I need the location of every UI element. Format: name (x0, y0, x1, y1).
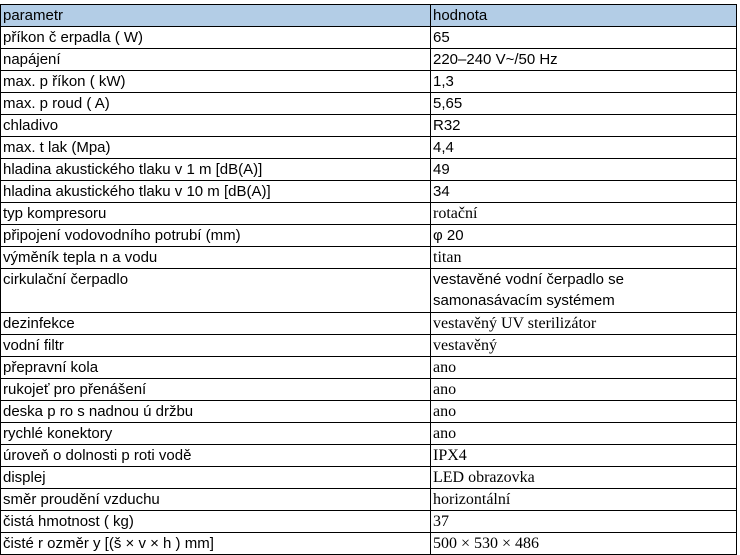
value-cell: vestavěné vodní čerpadlo se samonasávacím systémem (431, 269, 737, 313)
table-row (1, 225, 737, 247)
table-row (1, 379, 737, 401)
header-parametr: parametr (1, 5, 431, 27)
table-row (1, 423, 737, 445)
value-cell: 37 (431, 511, 737, 533)
header-hodnota: hodnota (431, 5, 737, 27)
param-cell: max. p roud ( A) (1, 93, 431, 115)
table-row (1, 401, 737, 423)
value-cell: IPX4 (431, 445, 737, 467)
param-cell: úroveň o dolnosti p roti vodě (1, 445, 431, 467)
param-cell: chladivo (1, 115, 431, 137)
value-cell: ano (431, 401, 737, 423)
table-row (1, 203, 737, 225)
param-cell: hladina akustického tlaku v 10 m [dB(A)] (1, 181, 431, 203)
table-row (1, 445, 737, 467)
value-cell: LED obrazovka (431, 467, 737, 489)
param-cell: přepravní kola (1, 357, 431, 379)
table-row (1, 137, 737, 159)
value-cell: titan (431, 247, 737, 269)
table-row (1, 511, 737, 533)
value-cell: vestavěný UV sterilizátor (431, 313, 737, 335)
table-row (1, 49, 737, 71)
param-cell: vodní filtr (1, 335, 431, 357)
value-cell: ano (431, 357, 737, 379)
value-cell: 500 × 530 × 486 (431, 533, 737, 555)
table-row (1, 357, 737, 379)
table-row (1, 247, 737, 269)
param-cell: výměník tepla n a vodu (1, 247, 431, 269)
table-row (1, 269, 737, 313)
value-cell: 65 (431, 27, 737, 49)
param-cell: displej (1, 467, 431, 489)
value-cell: ano (431, 423, 737, 445)
param-cell: připojení vodovodního potrubí (mm) (1, 225, 431, 247)
param-cell: deska p ro s nadnou ú držbu (1, 401, 431, 423)
value-cell: 220–240 V~/50 Hz (431, 49, 737, 71)
param-cell: hladina akustického tlaku v 1 m [dB(A)] (1, 159, 431, 181)
param-cell: max. t lak (Mpa) (1, 137, 431, 159)
value-cell: 34 (431, 181, 737, 203)
value-cell: 49 (431, 159, 737, 181)
param-cell: max. p říkon ( kW) (1, 71, 431, 93)
table-row (1, 467, 737, 489)
param-cell: čistá hmotnost ( kg) (1, 511, 431, 533)
table-row (1, 71, 737, 93)
table-row (1, 489, 737, 511)
param-cell: příkon č erpadla ( W) (1, 27, 431, 49)
table-row (1, 159, 737, 181)
param-cell: dezinfekce (1, 313, 431, 335)
table-header-row (1, 5, 737, 27)
value-cell: 1,3 (431, 71, 737, 93)
param-cell: rychlé konektory (1, 423, 431, 445)
value-cell: vestavěný (431, 335, 737, 357)
table-row (1, 313, 737, 335)
value-cell: horizontální (431, 489, 737, 511)
table-row (1, 533, 737, 555)
table-row (1, 181, 737, 203)
value-cell: rotační (431, 203, 737, 225)
param-cell: směr proudění vzduchu (1, 489, 431, 511)
value-cell: 5,65 (431, 93, 737, 115)
param-cell: napájení (1, 49, 431, 71)
param-cell: cirkulační čerpadlo (1, 269, 431, 313)
param-cell: typ kompresoru (1, 203, 431, 225)
value-cell: ano (431, 379, 737, 401)
table-row (1, 335, 737, 357)
table-row (1, 115, 737, 137)
table-row (1, 93, 737, 115)
table-row (1, 27, 737, 49)
param-cell: rukojeť pro přenášení (1, 379, 431, 401)
value-cell: R32 (431, 115, 737, 137)
param-cell: čisté r ozměr y [(š × v × h ) mm] (1, 533, 431, 555)
value-cell: φ 20 (431, 225, 737, 247)
spec-table (0, 4, 737, 555)
value-cell: 4,4 (431, 137, 737, 159)
